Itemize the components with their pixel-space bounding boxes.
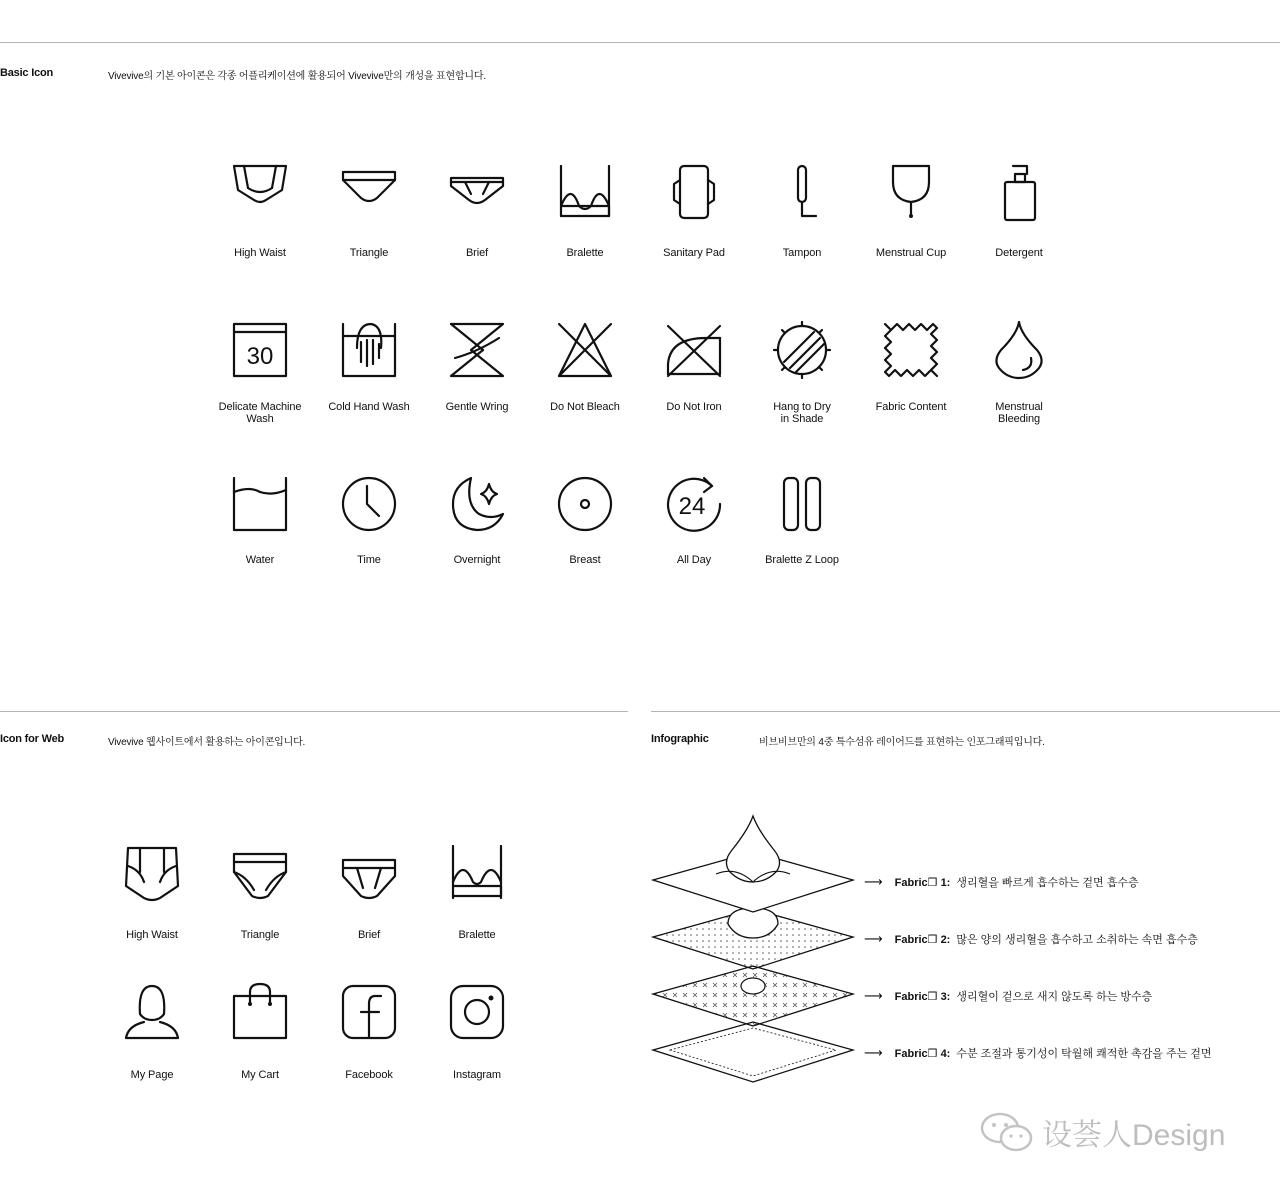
infographic-row-4: ⟶ Fabric❒ 4: 수분 조절과 통기성이 탁월해 쾌적한 촉감을 주는 겉면 xyxy=(864,1045,1212,1060)
label-hang-dry-line2: in Shade xyxy=(780,413,824,425)
wash-temp-text: 30 xyxy=(246,343,274,370)
bralette-z-loop-icon xyxy=(770,472,834,536)
label-bleeding-line1: Menstrual xyxy=(995,401,1043,413)
label-bralette: Bralette xyxy=(566,247,604,259)
web-bralette-icon xyxy=(445,842,509,906)
wechat-icon xyxy=(978,1110,1036,1154)
facebook-icon[interactable] xyxy=(337,980,401,1044)
label-menstrual-cup: Menstrual Cup xyxy=(875,247,947,259)
label-do-not-bleach: Do Not Bleach xyxy=(550,401,620,413)
basic-icon-description: Vivevive의 기본 아이콘은 각종 어플리케이션에 활용되어 Vivevive만의 개성을 표현합니다. xyxy=(108,71,486,82)
infographic-description: 비브비브만의 4중 특수섬유 레이어드를 표현하는 인포그래픽입니다. xyxy=(759,737,1045,748)
web-icon-description: Vivevive 웹사이트에서 활용하는 아이콘입니다. xyxy=(108,737,306,748)
basic-icon-title: Basic Icon xyxy=(0,67,54,79)
label-brief: Brief xyxy=(465,247,489,259)
label-delicate-wash-line1: Delicate Machine xyxy=(218,401,302,413)
gentle-wring-icon xyxy=(445,318,509,382)
label-gentle-wring: Gentle Wring xyxy=(445,401,509,413)
arrow-icon: ⟶ xyxy=(864,931,883,946)
water-icon xyxy=(228,472,292,536)
web-brief-icon xyxy=(337,842,401,906)
label-bleeding-line2: Bleeding xyxy=(997,413,1040,425)
web-high-waist-icon xyxy=(120,842,184,906)
brief-icon xyxy=(445,160,509,224)
menstrual-cup-icon xyxy=(879,160,943,224)
label-breast: Breast xyxy=(569,554,601,566)
web-label-facebook[interactable]: Facebook xyxy=(345,1069,393,1081)
infographic-divider xyxy=(651,711,1280,712)
fabric-layer-4 xyxy=(653,1022,853,1082)
label-triangle: Triangle xyxy=(349,247,389,259)
label-fabric-content: Fabric Content xyxy=(875,401,947,413)
hang-to-dry-in-shade-icon xyxy=(770,318,834,382)
web-triangle-icon xyxy=(228,842,292,906)
bralette-icon xyxy=(553,160,617,224)
do-not-iron-icon xyxy=(662,318,726,382)
infographic-row-1: ⟶ Fabric❒ 1: 생리혈을 빠르게 흡수하는 겉면 흡수층 xyxy=(864,874,1139,889)
label-high-waist: High Waist xyxy=(234,247,286,259)
watermark xyxy=(978,1110,1225,1154)
web-label-my-cart[interactable]: My Cart xyxy=(241,1069,279,1081)
do-not-bleach-icon xyxy=(553,318,617,382)
my-page-icon[interactable] xyxy=(120,980,184,1044)
menstrual-bleeding-icon xyxy=(987,318,1051,382)
web-label-brief: Brief xyxy=(357,929,381,941)
infographic-row-2: ⟶ Fabric❒ 2: 많은 양의 생리혈을 흡수하고 소취하는 속면 흡수층 xyxy=(864,931,1198,946)
label-sanitary-pad: Sanitary Pad xyxy=(663,247,725,259)
label-hang-dry-line1: Hang to Dry xyxy=(773,401,831,413)
web-label-bralette: Bralette xyxy=(458,929,496,941)
arrow-icon: ⟶ xyxy=(864,1045,883,1060)
web-label-triangle: Triangle xyxy=(240,929,280,941)
instagram-icon[interactable] xyxy=(445,980,509,1044)
web-icon-title: Icon for Web xyxy=(0,733,65,745)
high-waist-icon xyxy=(228,160,292,224)
delicate-machine-wash-icon xyxy=(228,318,292,382)
label-overnight: Overnight xyxy=(453,554,501,566)
label-delicate-wash-line2: Wash xyxy=(246,413,274,425)
arrow-icon: ⟶ xyxy=(864,874,883,889)
time-icon xyxy=(337,472,401,536)
triangle-underwear-icon xyxy=(337,160,401,224)
web-label-instagram[interactable]: Instagram xyxy=(452,1069,501,1081)
fabric-layers-diagram xyxy=(640,800,870,1100)
overnight-icon xyxy=(445,472,509,536)
label-time: Time xyxy=(357,554,381,566)
top-divider xyxy=(0,42,1280,43)
arrow-icon: ⟶ xyxy=(864,988,883,1003)
label-all-day: All Day xyxy=(676,554,712,566)
cold-hand-wash-icon xyxy=(337,318,401,382)
label-z-loop: Bralette Z Loop xyxy=(765,554,839,566)
my-cart-icon[interactable] xyxy=(228,980,292,1044)
web-label-high-waist: High Waist xyxy=(126,929,178,941)
web-divider xyxy=(0,711,628,712)
all-day-icon xyxy=(662,472,726,536)
label-cold-hand-wash: Cold Hand Wash xyxy=(328,401,410,413)
detergent-icon xyxy=(987,160,1051,224)
label-water: Water xyxy=(245,554,275,566)
infographic-title: Infographic xyxy=(651,733,709,745)
watermark-text: 设荟人Design xyxy=(1042,1119,1226,1152)
label-do-not-iron: Do Not Iron xyxy=(666,401,722,413)
tampon-icon xyxy=(770,160,834,224)
web-label-my-page[interactable]: My Page xyxy=(130,1069,174,1081)
fabric-content-icon xyxy=(879,318,943,382)
label-tampon: Tampon xyxy=(782,247,822,259)
sanitary-pad-icon xyxy=(662,160,726,224)
infographic-row-3: ⟶ Fabric❒ 3: 생리혈이 겉으로 새지 않도록 하는 방수층 xyxy=(864,988,1153,1003)
label-detergent: Detergent xyxy=(995,247,1043,259)
breast-icon xyxy=(553,472,617,536)
all-day-number-text: 24 xyxy=(678,493,706,520)
fabric-layer-3 xyxy=(653,966,853,1026)
